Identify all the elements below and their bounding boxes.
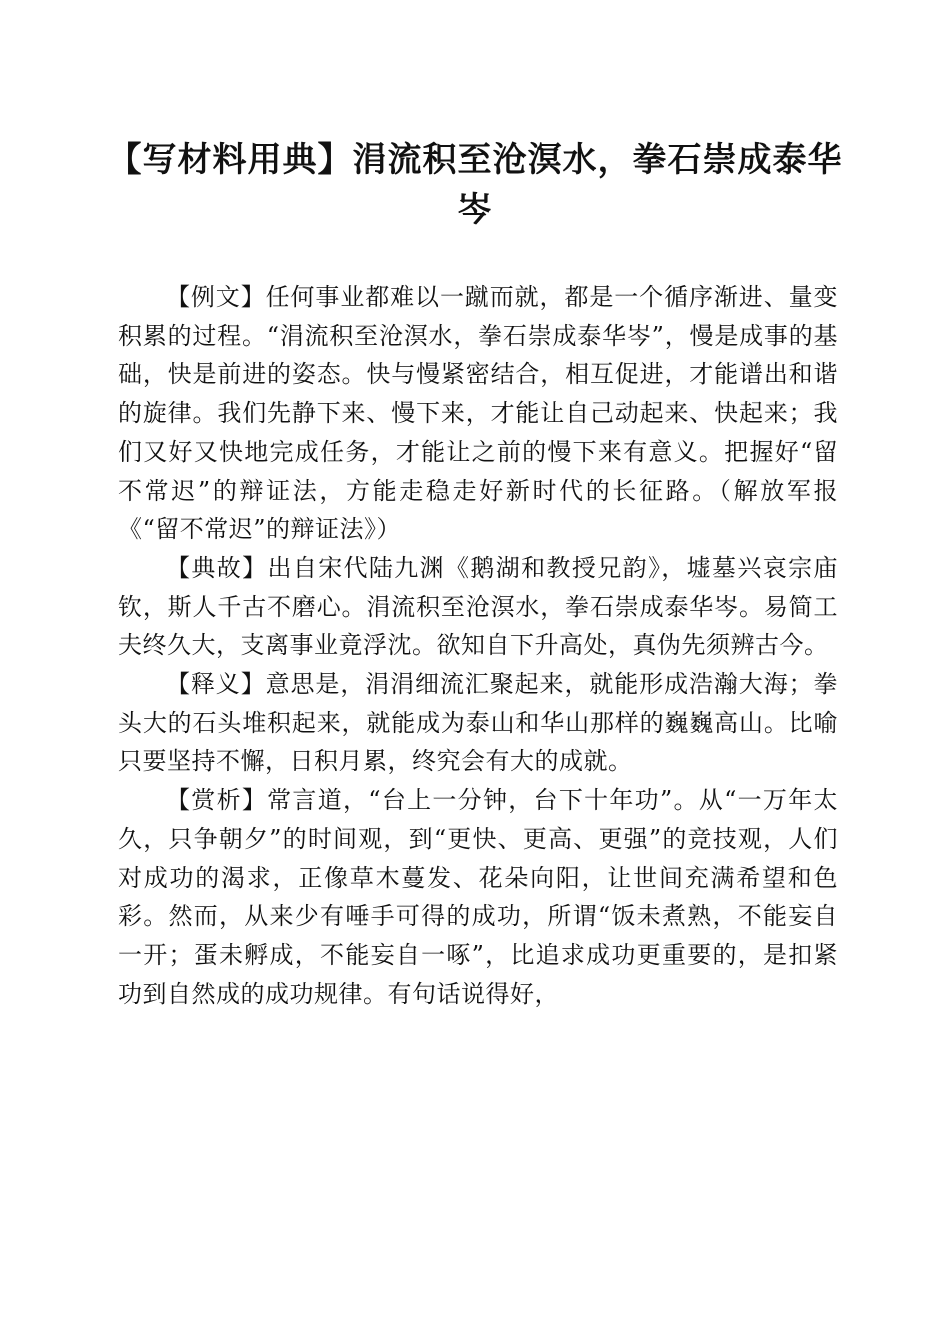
document-title: 【写材料用典】涓流积至沧溟水，拳石崇成泰华岑: [107, 140, 843, 230]
paragraph-appreciation: 【赏析】常言道，“台上一分钟，台下十年功”。从“一万年太久，只争朝夕”的时间观，到“更快、更高、更强”的竞技观，人们对成功的渴求，正像草木蔓发、花朵向阳，让世间充满希望和色彩。然而，从来少有唾手可得的成功，所谓“饭未煮熟，不能妄自一开；蛋未孵成，不能妄自一啄”，比追求成功更重要的，是扣紧功到自然成的成功规律。有句话说得好，: [118, 786, 838, 1008]
document-body: [118, 278, 838, 1013]
paragraph-example-text: 【例文】任何事业都难以一蹴而就，都是一个循序渐进、量变积累的过程。“涓流积至沧溟水，拳石崇成泰华岑”，慢是成事的基础，快是前进的姿态。快与慢紧密结合，相互促进，才能谱出和谐的旋律。我们先静下来、慢下来，才能让自己动起来、快起来；我们又好又快地完成任务，才能让之前的慢下来有意义。把握好“留不常迟”的辩证法，方能走稳走好新时代的长征路。（解放军报《“留不常迟”的辩证法》）: [118, 283, 838, 544]
paragraph-meaning: 【释义】意思是，涓涓细流汇聚起来，就能形成浩瀚大海；拳头大的石头堆积起来，就能成为泰山和华山那样的巍巍高山。比喻只要坚持不懈，日积月累，终究会有大的成就。: [118, 670, 838, 776]
paragraph-allusion-source: 【典故】出自宋代陆九渊《鹅湖和教授兄韵》，墟墓兴哀宗庙钦，斯人千古不磨心。涓流积至沧溟水，拳石崇成泰华岑。易简工夫终久大，支离事业竟浮沈。欲知自下升高处，真伪先须辨古今。: [118, 553, 838, 660]
